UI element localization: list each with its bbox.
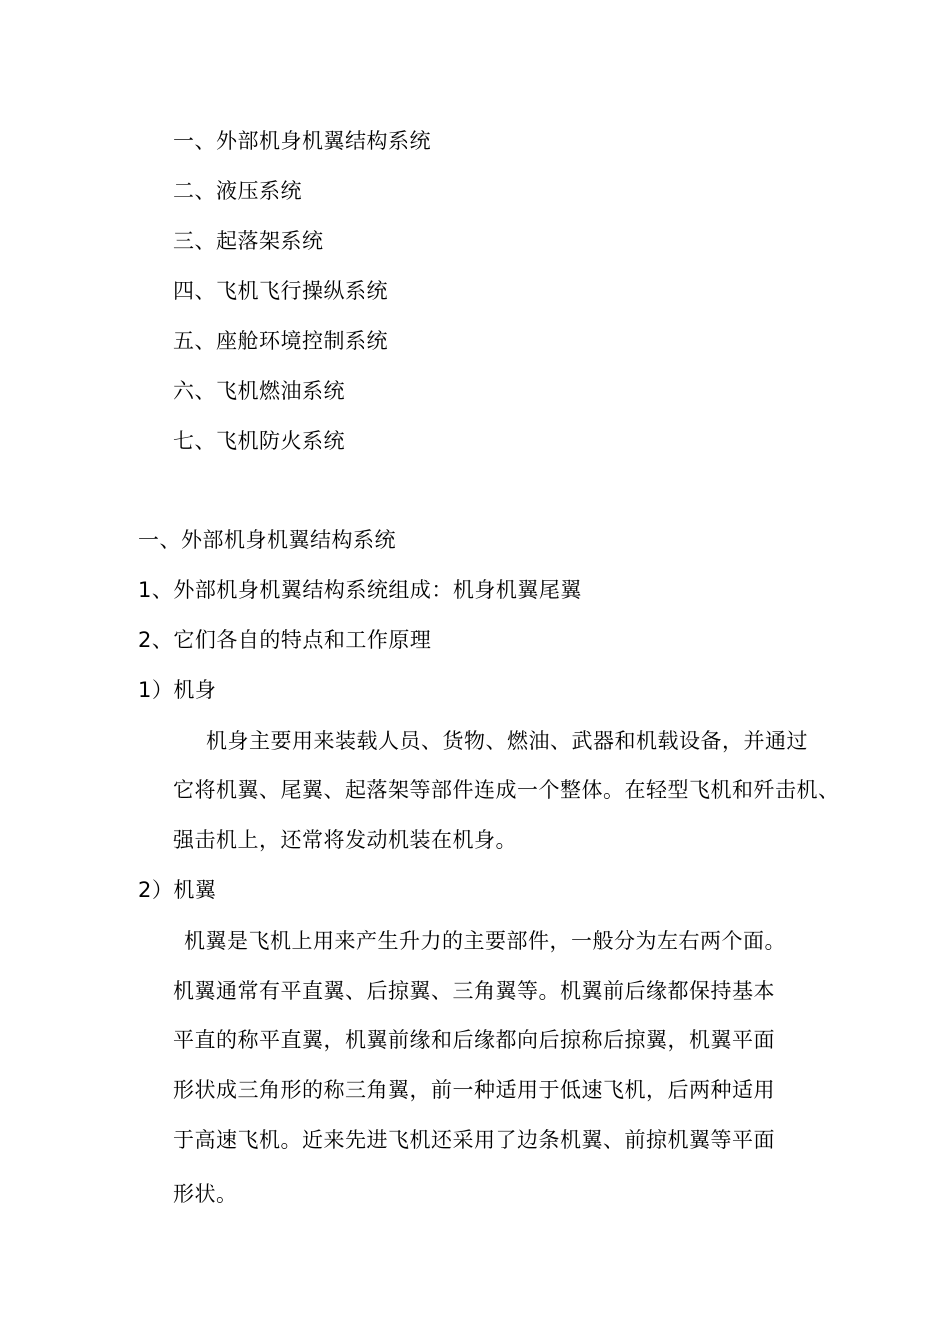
wing-paragraph-line-5: 于高速飞机。近来先进飞机还采用了边条机翼、前掠机翼等平面 [173,1128,775,1152]
wing-paragraph-line-3: 平直的称平直翼，机翼前缘和后缘都向后掠称后掠翼，机翼平面 [173,1028,775,1052]
wing-paragraph-line-6: 形状。 [173,1182,238,1206]
toc-item-6: 六、飞机燃油系统 [173,379,345,403]
wing-paragraph-line-2: 机翼通常有平直翼、后掠翼、三角翼等。机翼前后缘都保持基本 [173,979,775,1003]
toc-item-4: 四、飞机飞行操纵系统 [173,279,388,303]
subsection-fuselage-label: 1）机身 [138,678,217,702]
point-2: 2、它们各自的特点和工作原理 [138,628,432,652]
toc-item-2: 二、液压系统 [173,179,302,203]
toc-item-1: 一、外部机身机翼结构系统 [173,129,431,153]
fuselage-paragraph-line-1: 机身主要用来装载人员、货物、燃油、武器和机载设备，并通过 [206,729,808,753]
fuselage-paragraph-line-2: 它将机翼、尾翼、起落架等部件连成一个整体。在轻型飞机和歼击机、 [173,778,840,802]
toc-item-7: 七、飞机防火系统 [173,429,345,453]
subsection-wing-label: 2）机翼 [138,878,217,902]
toc-item-5: 五、座舱环境控制系统 [173,329,388,353]
toc-item-3: 三、起落架系统 [173,229,324,253]
wing-paragraph-line-4: 形状成三角形的称三角翼，前一种适用于低速飞机，后两种适用 [173,1078,775,1102]
point-1: 1、外部机身机翼结构系统组成：机身机翼尾翼 [138,578,582,602]
fuselage-paragraph-line-3: 强击机上，还常将发动机装在机身。 [173,828,517,852]
section-heading: 一、外部机身机翼结构系统 [138,528,396,552]
wing-paragraph-line-1: 机翼是飞机上用来产生升力的主要部件，一般分为左右两个面。 [184,929,786,953]
